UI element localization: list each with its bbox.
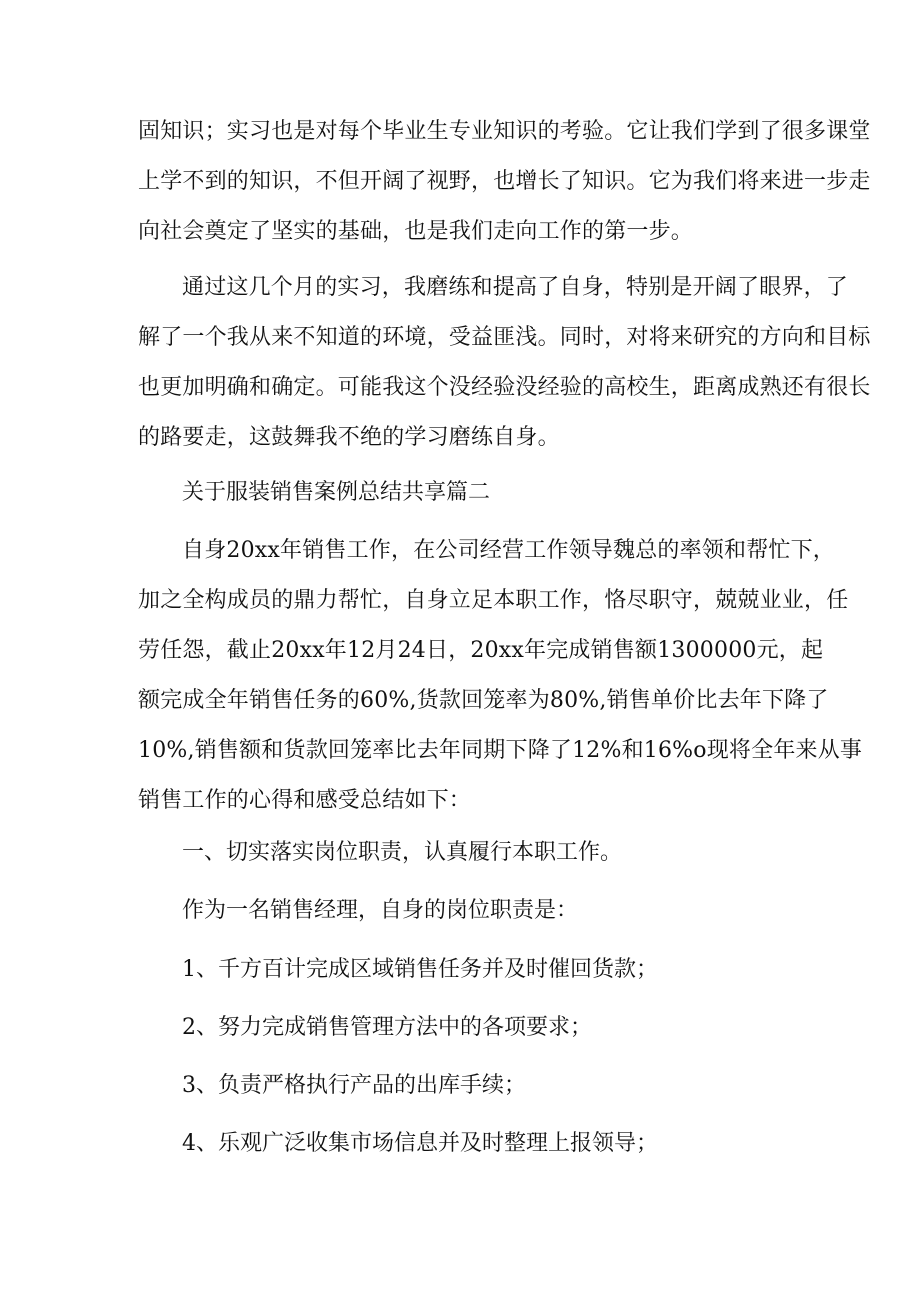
section-title: 关于服装销售案例总结共享篇二 [182,480,491,505]
paragraph-line: 向社会奠定了坚实的基础，也是我们走向工作的第一步。 [138,219,694,244]
paragraph-line: 的路要走，这鼓舞我不绝的学习磨练自身。 [138,425,560,450]
list-item: 1、千方百计完成区域销售任务并及时催回货款； [182,957,658,982]
paragraph-line: 销售工作的心得和感受总结如下： [138,788,472,813]
paragraph-line: 解了一个我从来不知道的环境，受益匪浅。同时，对将来研究的方向和目标 [138,325,871,350]
paragraph-line: 额完成全年销售任务的60%,货款回笼率为80%,销售单价比去年下降了 [138,688,829,713]
paragraph-line: 通过这几个月的实习，我磨练和提高了自身，特别是开阔了眼界，了 [182,275,849,300]
paragraph-3 [138,531,863,821]
list-item: 3、负责严格执行产品的出库手续； [182,1073,526,1098]
heading-duties: 一、切实落实岗位职责，认真履行本职工作。 [182,840,623,865]
paragraph-line: 也更加明确和确定。可能我这个没经验没经验的高校生，距离成熟还有很长 [138,375,871,400]
paragraph-1 [138,112,871,252]
paragraph-line: 自身20xx年销售工作，在公司经营工作领导魏总的率领和帮忙下， [182,538,836,563]
paragraph-line: 上学不到的知识，不但开阔了视野，也增长了知识。它为我们将来进一步走 [138,169,871,194]
list-item: 4、乐观广泛收集市场信息并及时整理上报领导； [182,1131,658,1156]
paragraph-line: 加之全构成员的鼎力帮忙，自身立足本职工作，恪尽职守，兢兢业业，任 [138,588,849,613]
list-item: 2、努力完成销售管理方法中的各项要求； [182,1015,592,1040]
paragraph-line: 劳任怨，截止20xx年12月24日，20xx年完成销售额1300000元，起 [138,638,824,663]
duty-intro: 作为一名销售经理，自身的岗位职责是： [182,898,579,923]
paragraph-line: 10%,销售额和货款回笼率比去年同期下降了12%和16%o现将全年来从事 [138,738,863,763]
paragraph-2 [138,268,871,458]
paragraph-line: 固知识；实习也是对每个毕业生专业知识的考验。它让我们学到了很多课堂 [138,119,871,144]
